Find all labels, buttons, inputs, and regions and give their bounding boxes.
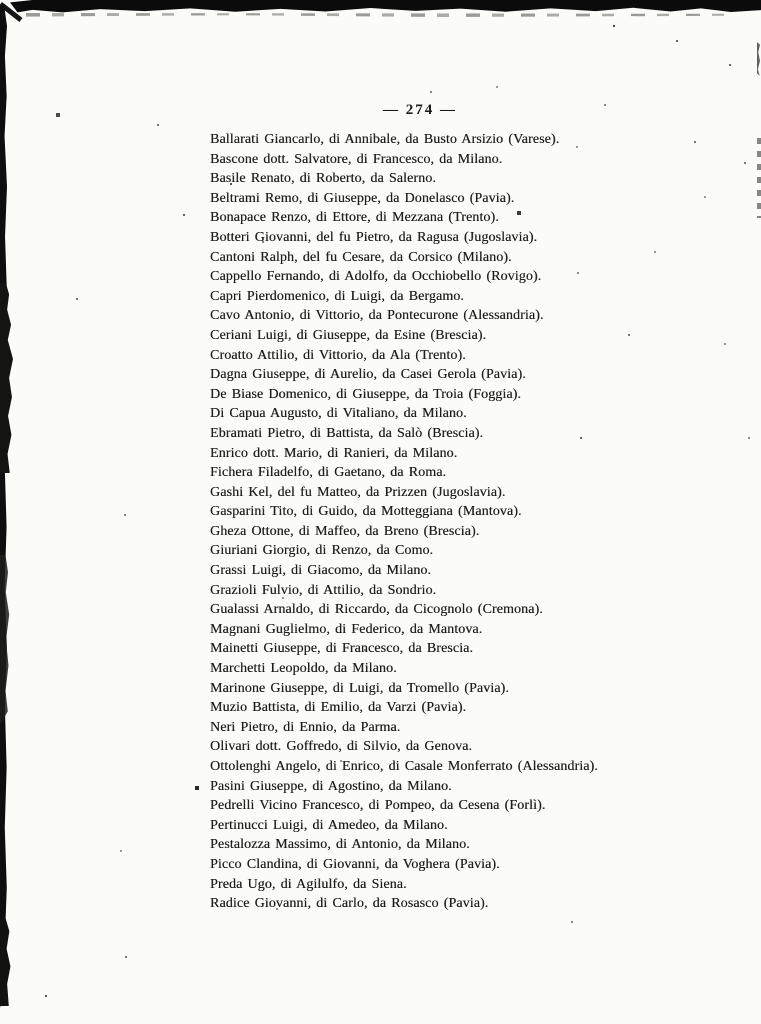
list-entry: Ottolenghi Angelo, di Enrico, di Casale Monferrato (Alessandria). (210, 759, 598, 774)
list-entry: Mainetti Giuseppe, di Francesco, da Brescia. (210, 641, 474, 657)
scan-artifact-left-blotch (0, 283, 13, 473)
list-entry: Basile Renato, di Roberto, da Salerno. (210, 171, 436, 187)
list-entry: Neri Pietro, di Ennio, da Parma. (210, 719, 401, 735)
list-entry: Cavo Antonio, di Vittorio, da Pontecurone (Alessandria). (210, 308, 544, 324)
list-entry: Cantoni Ralph, del fu Cesare, da Corsico (Milano). (210, 249, 512, 265)
list-entry: Olivari dott. Goffredo, di Silvio, da Genova. (210, 739, 473, 755)
list-entry: Enrico dott. Mario, di Ranieri, da Milano. (210, 445, 458, 461)
scan-artifact-left-blotch (0, 918, 11, 1006)
list-entry: Ceriani Luigi, di Giuseppe, da Esine (Brescia). (210, 327, 487, 343)
list-entry: Bascone dott. Salvatore, di Francesco, da Milano. (210, 151, 503, 167)
list-entry: Pertinucci Luigi, di Amedeo, da Milano. (210, 817, 448, 833)
list-entry: Beltrami Remo, di Giuseppe, da Donelasco (Pavia). (210, 190, 515, 206)
list-entry: Gasparini Tito, di Guido, da Motteggiana (Mantova). (210, 504, 522, 520)
list-entry: Preda Ugo, di Agilulfo, da Siena. (210, 876, 407, 892)
list-entry: Bonapace Renzo, di Ettore, di Mezzana (Trento). (210, 210, 499, 226)
list-entry: Capri Pierdomenico, di Luigi, da Bergamo. (210, 288, 464, 304)
list-entry: Pestalozza Massimo, di Antonio, da Milano. (210, 837, 470, 853)
list-entry: Ballarati Giancarlo, di Annibale, da Busto Arsizio (Varese). (210, 132, 560, 147)
list-entry: Cappello Fernando, di Adolfo, da Occhiobello (Rovigo). (210, 269, 542, 285)
list-entry: Grazioli Fulvio, di Attilio, da Sondrio. (210, 582, 437, 598)
list-entry: Ebramati Pietro, di Battista, da Salò (Brescia). (210, 425, 484, 441)
list-entry: Gualassi Arnaldo, di Riccardo, da Cicognolo (Cremona). (210, 602, 543, 618)
scan-artifact-top-edge (10, 0, 761, 13)
list-entry: Magnani Guglielmo, di Federico, da Mantova. (210, 621, 483, 637)
list-entry: Dagna Giuseppe, di Aurelio, da Casei Gerola (Pavia). (210, 367, 526, 383)
list-entry: Grassi Luigi, di Giacomo, da Milano. (210, 563, 432, 579)
list-entry: Gheza Ottone, di Maffeo, da Breno (Brescia). (210, 523, 480, 539)
list-entry: Pasini Giuseppe, di Agostino, da Milano. (210, 778, 452, 794)
page-number: — 274 — (383, 102, 457, 118)
list-entry: Fichera Filadelfo, di Gaetano, da Roma. (210, 465, 447, 481)
list-entry: De Biase Domenico, di Giuseppe, da Troia (Foggia). (210, 386, 522, 402)
list-entry: Croatto Attilio, di Vittorio, da Ala (Trento). (210, 347, 466, 363)
scan-artifact-left-blotch (0, 555, 10, 725)
list-entry: Botteri Giovanni, del fu Pietro, da Ragusa (Jugoslavia). (210, 229, 538, 245)
name-list (210, 130, 680, 914)
scan-artifact-left-edge (0, 6, 7, 1008)
scan-noise (0, 0, 2, 2)
list-entry: Marinone Giuseppe, di Luigi, da Tromello (Pavia). (210, 680, 509, 696)
list-entry: Marchetti Leopoldo, da Milano. (210, 661, 397, 677)
scan-artifact-right-mark (757, 138, 761, 218)
list-entry: Radice Giovanni, di Carlo, da Rosasco (Pavia). (210, 896, 489, 912)
list-entry: Di Capua Augusto, di Vitaliano, da Milano. (210, 406, 467, 422)
list-entry: Picco Clandina, di Giovanni, da Voghera (Pavia). (210, 856, 500, 872)
list-entry: Muzio Battista, di Emilio, da Varzi (Pavia). (210, 700, 467, 716)
scan-artifact-top-streak (26, 13, 726, 17)
list-entry: Giuriani Giorgio, di Renzo, da Como. (210, 543, 434, 559)
list-entry: Gashi Kel, del fu Matteo, da Prizzen (Jugoslavia). (210, 484, 506, 500)
list-entry: Pedrelli Vicino Francesco, di Pompeo, da Cesena (Forlì). (210, 798, 546, 814)
scan-artifact-right-mark (757, 42, 760, 76)
